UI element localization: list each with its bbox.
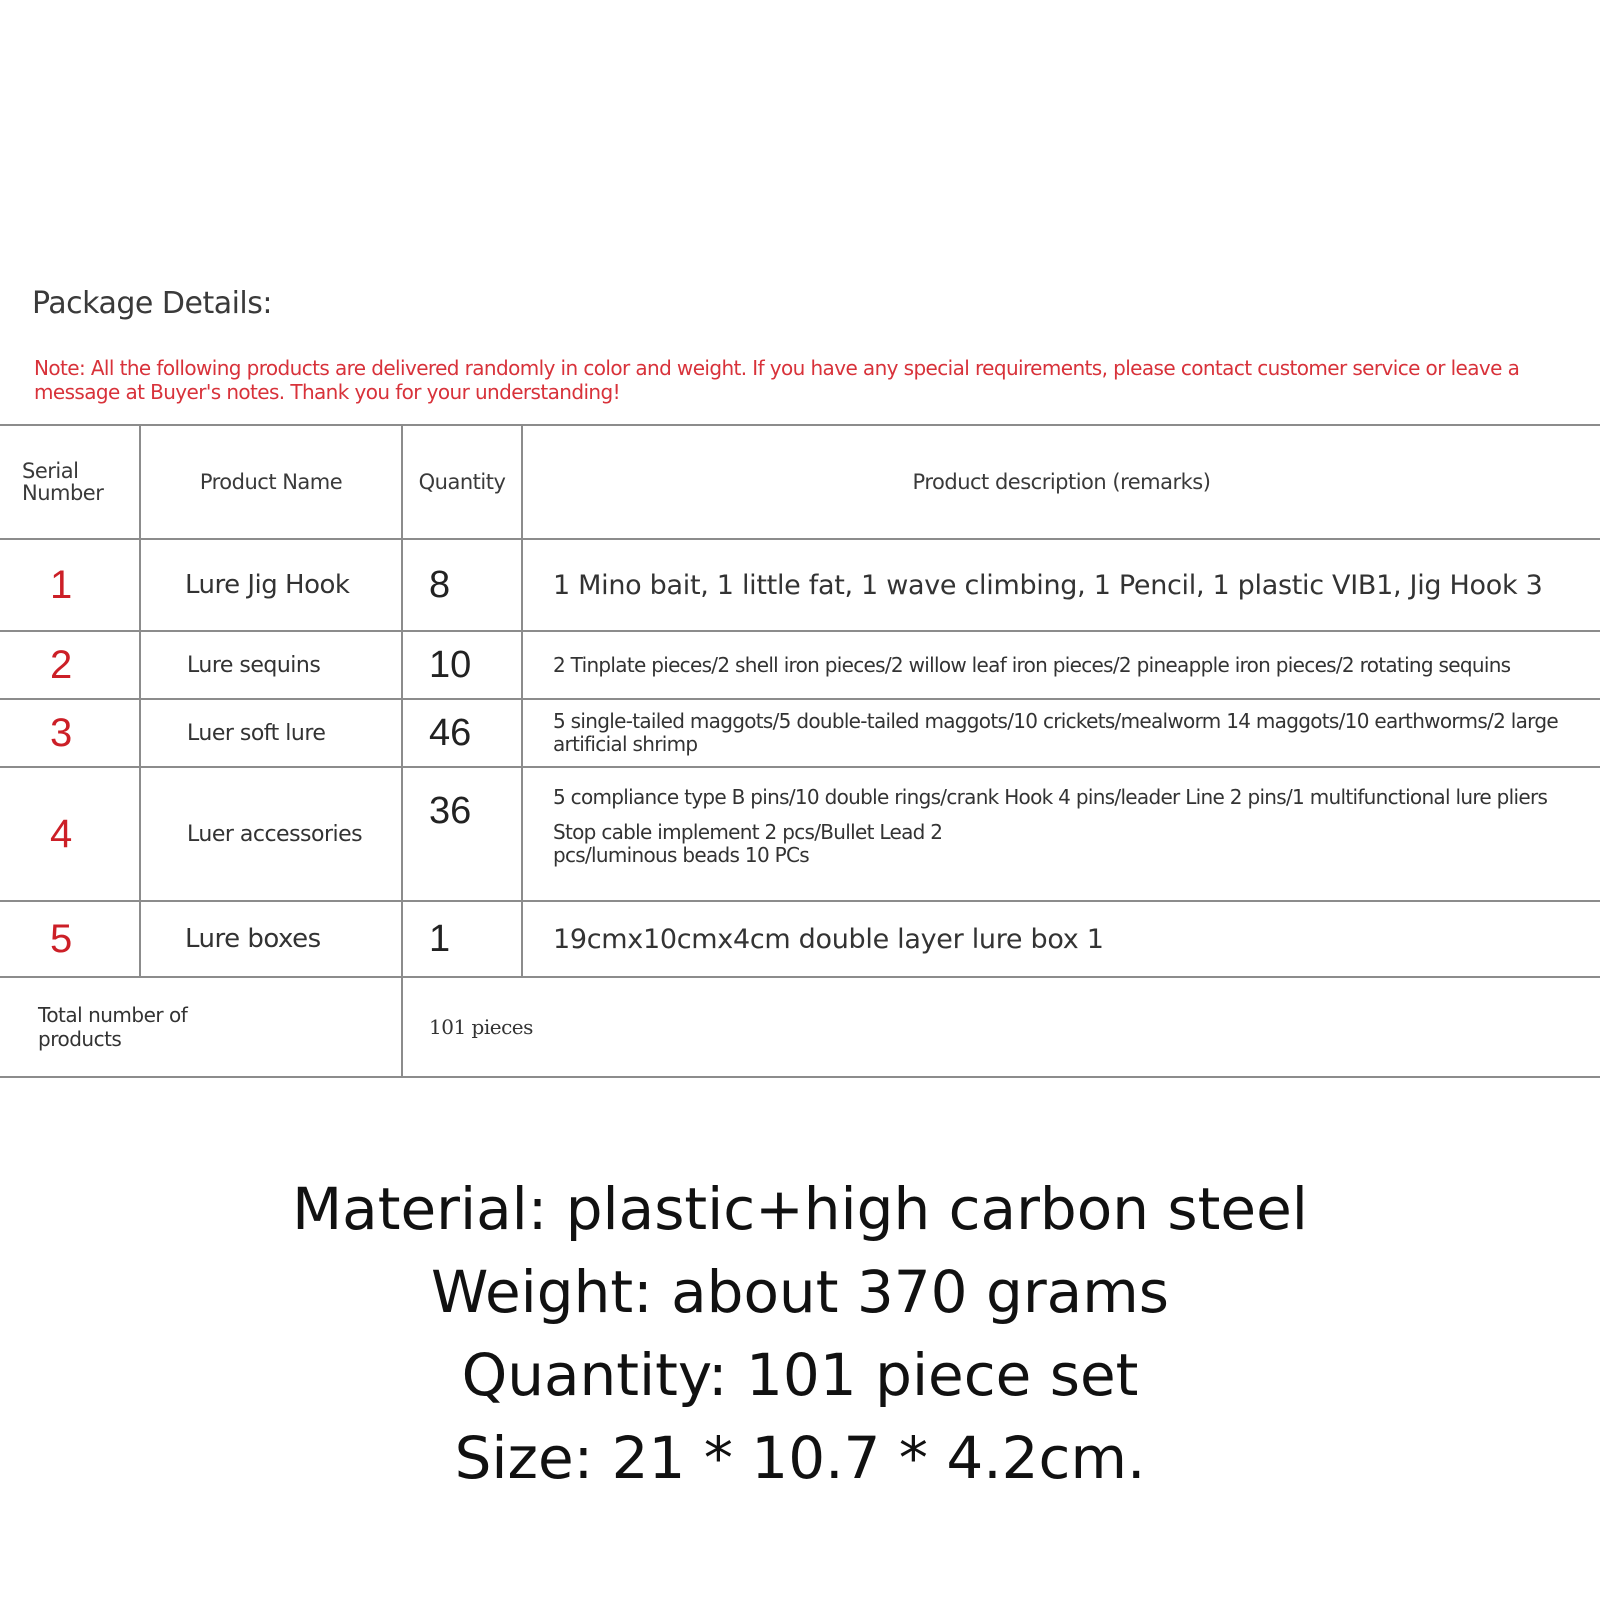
table-row — [0, 767, 1600, 901]
header-product-description: Product description (remarks) — [522, 425, 1600, 539]
product-quantity: 8 — [402, 539, 522, 631]
serial-number: 2 — [0, 631, 140, 699]
total-value: 101 pieces — [402, 977, 1600, 1077]
product-quantity: 10 — [402, 631, 522, 699]
product-specs — [0, 1168, 1600, 1500]
serial-number: 5 — [0, 901, 140, 977]
product-quantity: 46 — [402, 699, 522, 767]
product-description: 2 Tinplate pieces/2 shell iron pieces/2 willow leaf iron pieces/2 pineapple iron pieces/2 rotating sequins — [522, 631, 1600, 699]
product-name: Lure sequins — [140, 631, 402, 699]
total-label — [0, 977, 402, 1077]
spec-material: Material: plastic+high carbon steel — [292, 1175, 1308, 1243]
total-row — [0, 977, 1600, 1077]
header-serial-number: Serial Number — [0, 425, 140, 539]
spec-weight: Weight: about 370 grams — [431, 1258, 1169, 1326]
table-row — [0, 631, 1600, 699]
header-quantity: Quantity — [402, 425, 522, 539]
product-name: Lure boxes — [140, 901, 402, 977]
product-description: 19cmx10cmx4cm double layer lure box 1 — [522, 901, 1600, 977]
table-row — [0, 539, 1600, 631]
serial-number: 3 — [0, 699, 140, 767]
product-name: Lure Jig Hook — [140, 539, 402, 631]
package-details-table — [0, 424, 1600, 1078]
product-quantity: 36 — [402, 767, 522, 901]
serial-number: 4 — [0, 767, 140, 901]
table-header-row — [0, 425, 1600, 539]
header-product-name: Product Name — [140, 425, 402, 539]
product-description — [522, 767, 1600, 901]
spec-size: Size: 21 * 10.7 * 4.2cm. — [454, 1424, 1146, 1492]
product-name: Luer soft lure — [140, 699, 402, 767]
table-row — [0, 699, 1600, 767]
spec-quantity: Quantity: 101 piece set — [461, 1341, 1139, 1409]
notice-text: Note: All the following products are delivered randomly in color and weight. If you have any special requirements, please contact customer service or leave a message at Buyer's notes. Thank you for your understanding! — [34, 356, 1520, 404]
product-description: 5 single-tailed maggots/5 double-tailed maggots/10 crickets/mealworm 14 maggots/10 earthworms/2 large artificial shrimp — [522, 699, 1600, 767]
product-name: Luer accessories — [140, 767, 402, 901]
product-description-line: 5 compliance type B pins/10 double rings/crank Hook 4 pins/leader Line 2 pins/1 multifunctional lure pliers — [553, 785, 1548, 809]
total-label-text: Total number of products — [38, 1003, 188, 1051]
serial-number: 1 — [0, 539, 140, 631]
product-quantity: 1 — [402, 901, 522, 977]
page-title: Package Details: — [32, 286, 272, 321]
product-description: 1 Mino bait, 1 little fat, 1 wave climbing, 1 Pencil, 1 plastic VIB1, Jig Hook 3 — [522, 539, 1600, 631]
table-row — [0, 901, 1600, 977]
product-description-line: Stop cable implement 2 pcs/Bullet Lead 2 pcs/luminous beads 10 PCs — [553, 820, 943, 867]
